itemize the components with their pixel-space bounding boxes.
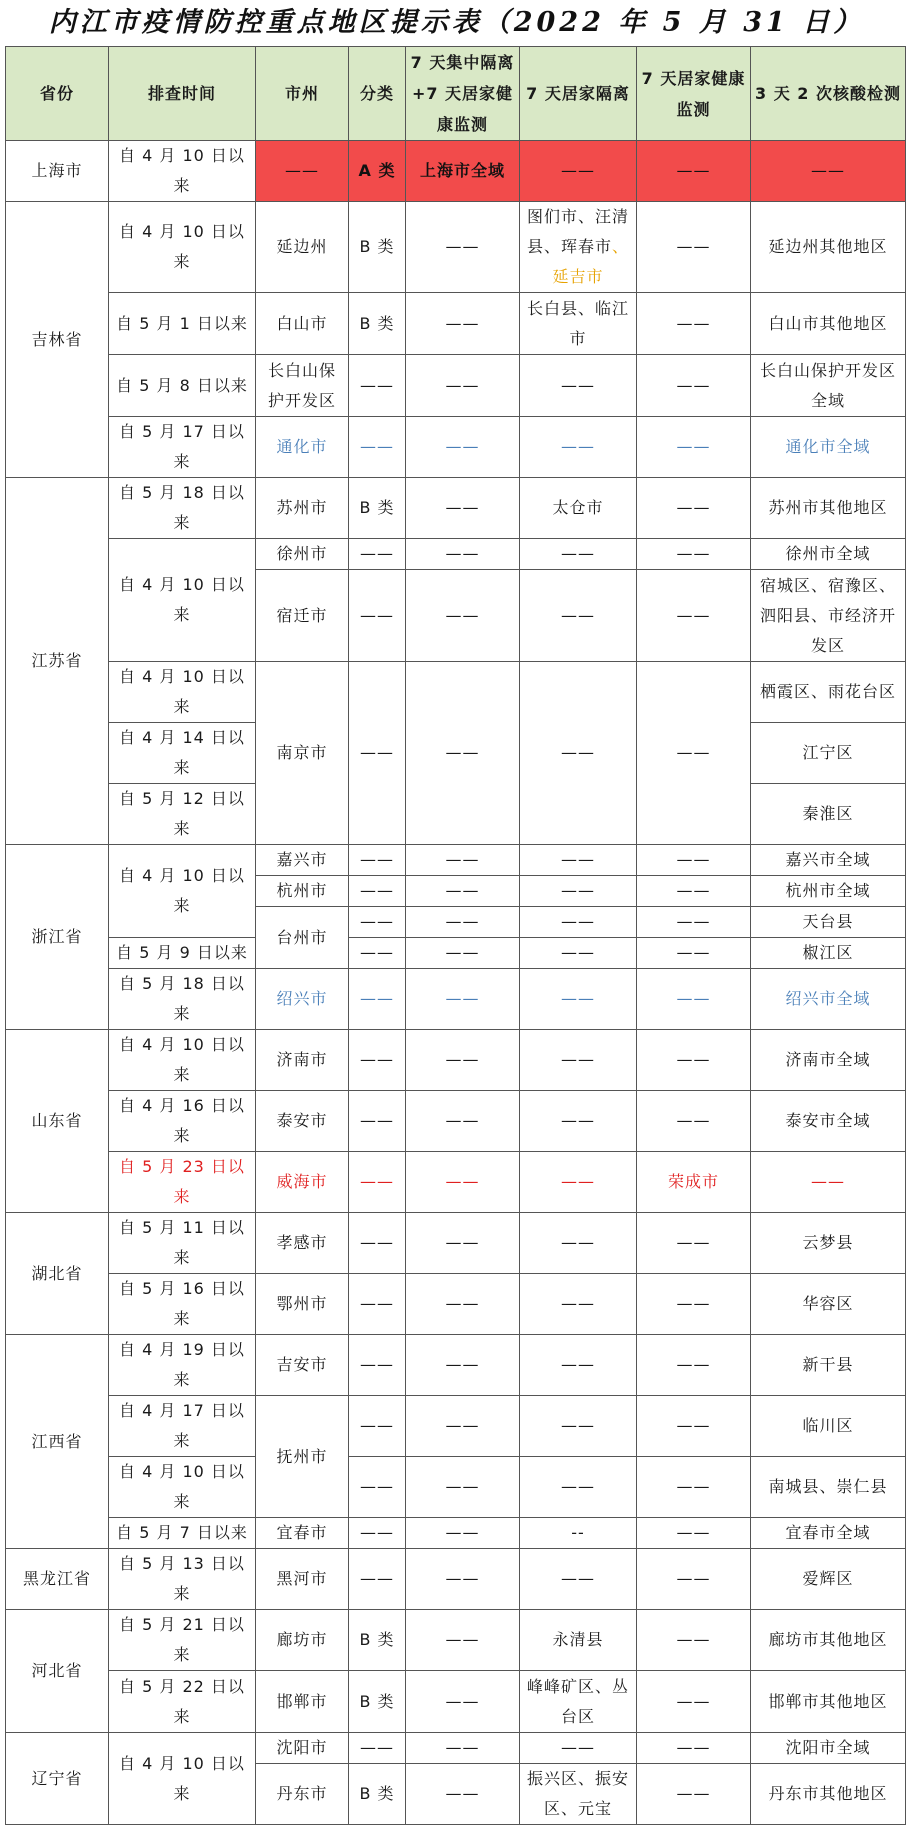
quarantine-cell: —— (406, 478, 520, 539)
home-quarantine-cell (520, 202, 637, 293)
time-cell: 自 4 月 10 日以来 (109, 202, 256, 293)
home-health-cell: —— (637, 938, 751, 969)
category-cell: —— (349, 1396, 406, 1457)
quarantine-cell: —— (406, 1549, 520, 1610)
table-row (6, 1733, 906, 1764)
home-health-cell: —— (637, 845, 751, 876)
category-cell: —— (349, 1549, 406, 1610)
header-row (6, 47, 906, 141)
home-health-cell: —— (637, 1457, 751, 1518)
home-quarantine-text: 图们市、汪清县、珲春市 (526, 207, 629, 256)
category-cell: B 类 (349, 1671, 406, 1733)
category-cell: B 类 (349, 202, 406, 293)
time-cell: 自 5 月 1 日以来 (109, 293, 256, 355)
home-quarantine-cell: —— (520, 1733, 637, 1764)
home-quarantine-cell: —— (520, 876, 637, 907)
category-cell: —— (349, 969, 406, 1030)
test-cell: 延边州其他地区 (751, 202, 906, 293)
home-quarantine-cell: —— (520, 1549, 637, 1610)
home-quarantine-cell: 永清县 (520, 1610, 637, 1671)
home-quarantine-cell: —— (520, 662, 637, 845)
test-cell: 南城县、崇仁县 (751, 1457, 906, 1518)
quarantine-cell: —— (406, 355, 520, 417)
home-quarantine-highlight: 、延吉市 (552, 237, 630, 286)
city-cell: 邯郸市 (256, 1671, 349, 1733)
category-cell: —— (349, 417, 406, 478)
city-cell: 沈阳市 (256, 1733, 349, 1764)
test-cell: 济南市全域 (751, 1030, 906, 1091)
quarantine-cell: —— (406, 845, 520, 876)
city-cell: 抚州市 (256, 1396, 349, 1518)
province-cell: 辽宁省 (6, 1733, 109, 1825)
table-row (6, 1671, 906, 1733)
category-cell: —— (349, 570, 406, 662)
province-cell: 湖北省 (6, 1213, 109, 1335)
home-quarantine-cell: —— (520, 417, 637, 478)
home-health-cell: —— (637, 1764, 751, 1825)
test-cell: 宿城区、宿豫区、泗阳县、市经济开发区 (751, 570, 906, 662)
home-health-cell: —— (637, 969, 751, 1030)
time-cell: 自 5 月 18 日以来 (109, 478, 256, 539)
city-cell: 鄂州市 (256, 1274, 349, 1335)
test-cell: 廊坊市其他地区 (751, 1610, 906, 1671)
city-cell: 宜春市 (256, 1518, 349, 1549)
category-cell: B 类 (349, 478, 406, 539)
header-province: 省份 (6, 47, 109, 141)
category-cell: —— (349, 845, 406, 876)
category-cell: —— (349, 1030, 406, 1091)
quarantine-cell: —— (406, 1213, 520, 1274)
quarantine-cell: —— (406, 876, 520, 907)
category-cell: B 类 (349, 1610, 406, 1671)
home-quarantine-cell: —— (520, 570, 637, 662)
home-health-cell: —— (637, 293, 751, 355)
category-cell: —— (349, 1091, 406, 1152)
quarantine-cell: —— (406, 202, 520, 293)
city-cell: 南京市 (256, 662, 349, 845)
city-cell: 吉安市 (256, 1335, 349, 1396)
test-cell: —— (751, 1152, 906, 1213)
home-quarantine-cell: —— (520, 141, 637, 202)
time-cell: 自 5 月 17 日以来 (109, 417, 256, 478)
time-cell: 自 5 月 12 日以来 (109, 784, 256, 845)
time-cell: 自 5 月 16 日以来 (109, 1274, 256, 1335)
test-cell: 江宁区 (751, 723, 906, 784)
home-health-cell: —— (637, 876, 751, 907)
home-health-cell: —— (637, 202, 751, 293)
city-cell: 长白山保护开发区 (256, 355, 349, 417)
quarantine-cell: —— (406, 1671, 520, 1733)
home-health-cell: —— (637, 1610, 751, 1671)
city-cell: 黑河市 (256, 1549, 349, 1610)
home-quarantine-cell: —— (520, 1152, 637, 1213)
test-cell: 天台县 (751, 907, 906, 938)
table-row (6, 1030, 906, 1091)
home-quarantine-cell: —— (520, 907, 637, 938)
test-cell: 宜春市全域 (751, 1518, 906, 1549)
table-row (6, 1152, 906, 1213)
home-quarantine-cell: 振兴区、振安区、元宝 (520, 1764, 637, 1825)
test-cell: 爱辉区 (751, 1549, 906, 1610)
home-quarantine-cell: —— (520, 539, 637, 570)
time-cell: 自 5 月 9 日以来 (109, 938, 256, 969)
test-cell: 泰安市全域 (751, 1091, 906, 1152)
home-quarantine-cell: —— (520, 1396, 637, 1457)
home-quarantine-cell: —— (520, 1091, 637, 1152)
home-health-cell: —— (637, 355, 751, 417)
quarantine-cell: —— (406, 1274, 520, 1335)
header-category: 分类 (349, 47, 406, 141)
home-quarantine-cell: —— (520, 1213, 637, 1274)
city-cell: 廊坊市 (256, 1610, 349, 1671)
city-cell: 通化市 (256, 417, 349, 478)
category-cell: —— (349, 907, 406, 938)
category-cell: —— (349, 938, 406, 969)
city-cell: 延边州 (256, 202, 349, 293)
home-health-cell: —— (637, 539, 751, 570)
time-cell: 自 4 月 10 日以来 (109, 845, 256, 938)
city-cell: 台州市 (256, 907, 349, 969)
home-health-cell: —— (637, 417, 751, 478)
table-row (6, 141, 906, 202)
home-quarantine-cell: —— (520, 1457, 637, 1518)
home-health-cell: —— (637, 1733, 751, 1764)
city-cell: 威海市 (256, 1152, 349, 1213)
table-row (6, 1091, 906, 1152)
category-cell: —— (349, 539, 406, 570)
home-quarantine-cell: —— (520, 938, 637, 969)
city-cell: 宿迁市 (256, 570, 349, 662)
province-cell: 江苏省 (6, 478, 109, 845)
home-health-cell: —— (637, 1396, 751, 1457)
time-cell: 自 5 月 8 日以来 (109, 355, 256, 417)
table-row (6, 1610, 906, 1671)
test-cell: 杭州市全域 (751, 876, 906, 907)
city-cell: 杭州市 (256, 876, 349, 907)
time-cell: 自 4 月 10 日以来 (109, 1457, 256, 1518)
table-row (6, 202, 906, 293)
quarantine-cell: —— (406, 1610, 520, 1671)
home-health-cell: —— (637, 570, 751, 662)
category-cell: —— (349, 1152, 406, 1213)
quarantine-cell: —— (406, 1518, 520, 1549)
time-cell: 自 4 月 14 日以来 (109, 723, 256, 784)
category-cell: —— (349, 355, 406, 417)
table-row (6, 355, 906, 417)
time-cell: 自 5 月 22 日以来 (109, 1671, 256, 1733)
table-row (6, 969, 906, 1030)
time-cell: 自 5 月 21 日以来 (109, 1610, 256, 1671)
home-quarantine-cell: -- (520, 1518, 637, 1549)
table-row (6, 1549, 906, 1610)
category-cell: B 类 (349, 1764, 406, 1825)
test-cell: 秦淮区 (751, 784, 906, 845)
province-cell: 浙江省 (6, 845, 109, 1030)
table-row (6, 845, 906, 876)
test-cell: 通化市全域 (751, 417, 906, 478)
city-cell: 泰安市 (256, 1091, 349, 1152)
quarantine-cell: 上海市全域 (406, 141, 520, 202)
city-cell: 嘉兴市 (256, 845, 349, 876)
table-row (6, 938, 906, 969)
time-cell: 自 4 月 19 日以来 (109, 1335, 256, 1396)
category-cell: —— (349, 1457, 406, 1518)
table-row (6, 1396, 906, 1457)
time-cell: 自 4 月 10 日以来 (109, 141, 256, 202)
city-cell: 徐州市 (256, 539, 349, 570)
home-quarantine-cell: 长白县、临江市 (520, 293, 637, 355)
time-cell: 自 4 月 10 日以来 (109, 662, 256, 723)
test-cell: —— (751, 141, 906, 202)
category-cell: A 类 (349, 141, 406, 202)
quarantine-cell: —— (406, 417, 520, 478)
time-cell: 自 5 月 13 日以来 (109, 1549, 256, 1610)
home-health-cell: —— (637, 1549, 751, 1610)
category-cell: —— (349, 1733, 406, 1764)
table-row (6, 1335, 906, 1396)
category-cell: —— (349, 1335, 406, 1396)
time-cell: 自 4 月 16 日以来 (109, 1091, 256, 1152)
category-cell: —— (349, 1518, 406, 1549)
test-cell: 苏州市其他地区 (751, 478, 906, 539)
home-quarantine-cell: —— (520, 1335, 637, 1396)
table-row (6, 1457, 906, 1518)
home-health-cell: —— (637, 1671, 751, 1733)
test-cell: 云梦县 (751, 1213, 906, 1274)
province-cell: 吉林省 (6, 202, 109, 478)
city-cell: 苏州市 (256, 478, 349, 539)
category-cell: —— (349, 1213, 406, 1274)
quarantine-cell: —— (406, 539, 520, 570)
quarantine-cell: —— (406, 969, 520, 1030)
category-cell: —— (349, 662, 406, 845)
quarantine-cell: —— (406, 293, 520, 355)
home-health-cell: —— (637, 1030, 751, 1091)
header-home-health: 7 天居家健康监测 (637, 47, 751, 141)
page-title: 内江市疫情防控重点地区提示表（2022 年 5 月 31 日） (48, 7, 865, 38)
test-cell: 椒江区 (751, 938, 906, 969)
quarantine-cell: —— (406, 1335, 520, 1396)
table-row (6, 293, 906, 355)
province-cell: 黑龙江省 (6, 1549, 109, 1610)
table-row (6, 1518, 906, 1549)
test-cell: 徐州市全域 (751, 539, 906, 570)
city-cell: 白山市 (256, 293, 349, 355)
header-time: 排查时间 (109, 47, 256, 141)
home-quarantine-cell: —— (520, 1274, 637, 1335)
test-cell: 长白山保护开发区全域 (751, 355, 906, 417)
test-cell: 白山市其他地区 (751, 293, 906, 355)
quarantine-cell: —— (406, 1152, 520, 1213)
test-cell: 栖霞区、雨花台区 (751, 662, 906, 723)
header-test: 3 天 2 次核酸检测 (751, 47, 906, 141)
test-cell: 绍兴市全域 (751, 969, 906, 1030)
test-cell: 邯郸市其他地区 (751, 1671, 906, 1733)
category-cell: —— (349, 876, 406, 907)
city-cell: —— (256, 141, 349, 202)
home-quarantine-cell: —— (520, 1030, 637, 1091)
home-health-cell: —— (637, 662, 751, 845)
time-cell: 自 5 月 11 日以来 (109, 1213, 256, 1274)
table-row (6, 539, 906, 570)
province-cell: 河北省 (6, 1610, 109, 1733)
test-cell: 丹东市其他地区 (751, 1764, 906, 1825)
home-health-cell: —— (637, 907, 751, 938)
time-cell: 自 5 月 23 日以来 (109, 1152, 256, 1213)
table-row (6, 478, 906, 539)
province-cell: 江西省 (6, 1335, 109, 1549)
test-cell: 华容区 (751, 1274, 906, 1335)
table-row (6, 417, 906, 478)
time-cell: 自 5 月 18 日以来 (109, 969, 256, 1030)
home-health-cell: 荣成市 (637, 1152, 751, 1213)
home-health-cell: —— (637, 1335, 751, 1396)
home-health-cell: —— (637, 1274, 751, 1335)
header-home-quarantine: 7 天居家隔离 (520, 47, 637, 141)
home-quarantine-cell: 峰峰矿区、丛台区 (520, 1671, 637, 1733)
table-row (6, 1213, 906, 1274)
quarantine-cell: —— (406, 938, 520, 969)
quarantine-cell: —— (406, 1030, 520, 1091)
time-cell: 自 4 月 10 日以来 (109, 1733, 256, 1825)
city-cell: 绍兴市 (256, 969, 349, 1030)
table-row (6, 662, 906, 723)
home-quarantine-cell: —— (520, 355, 637, 417)
test-cell: 临川区 (751, 1396, 906, 1457)
quarantine-cell: —— (406, 1733, 520, 1764)
city-cell: 济南市 (256, 1030, 349, 1091)
header-quarantine: 7 天集中隔离+7 天居家健康监测 (406, 47, 520, 141)
province-cell: 上海市 (6, 141, 109, 202)
province-cell: 山东省 (6, 1030, 109, 1213)
test-cell: 沈阳市全域 (751, 1733, 906, 1764)
quarantine-cell: —— (406, 1764, 520, 1825)
home-quarantine-cell: 太仓市 (520, 478, 637, 539)
header-city: 市州 (256, 47, 349, 141)
home-quarantine-cell: —— (520, 969, 637, 1030)
home-health-cell: —— (637, 1213, 751, 1274)
home-quarantine-cell: —— (520, 845, 637, 876)
quarantine-cell: —— (406, 1091, 520, 1152)
table-row (6, 1274, 906, 1335)
time-cell: 自 4 月 17 日以来 (109, 1396, 256, 1457)
category-cell: B 类 (349, 293, 406, 355)
home-health-cell: —— (637, 1091, 751, 1152)
quarantine-cell: —— (406, 662, 520, 845)
city-cell: 丹东市 (256, 1764, 349, 1825)
category-cell: —— (349, 1274, 406, 1335)
time-cell: 自 4 月 10 日以来 (109, 539, 256, 662)
home-health-cell: —— (637, 141, 751, 202)
quarantine-cell: —— (406, 1396, 520, 1457)
test-cell: 嘉兴市全域 (751, 845, 906, 876)
home-health-cell: —— (637, 1518, 751, 1549)
time-cell: 自 5 月 7 日以来 (109, 1518, 256, 1549)
quarantine-cell: —— (406, 570, 520, 662)
quarantine-cell: —— (406, 1457, 520, 1518)
quarantine-cell: —— (406, 907, 520, 938)
time-cell: 自 4 月 10 日以来 (109, 1030, 256, 1091)
risk-area-table (5, 46, 906, 1825)
city-cell: 孝感市 (256, 1213, 349, 1274)
test-cell: 新干县 (751, 1335, 906, 1396)
home-health-cell: —— (637, 478, 751, 539)
